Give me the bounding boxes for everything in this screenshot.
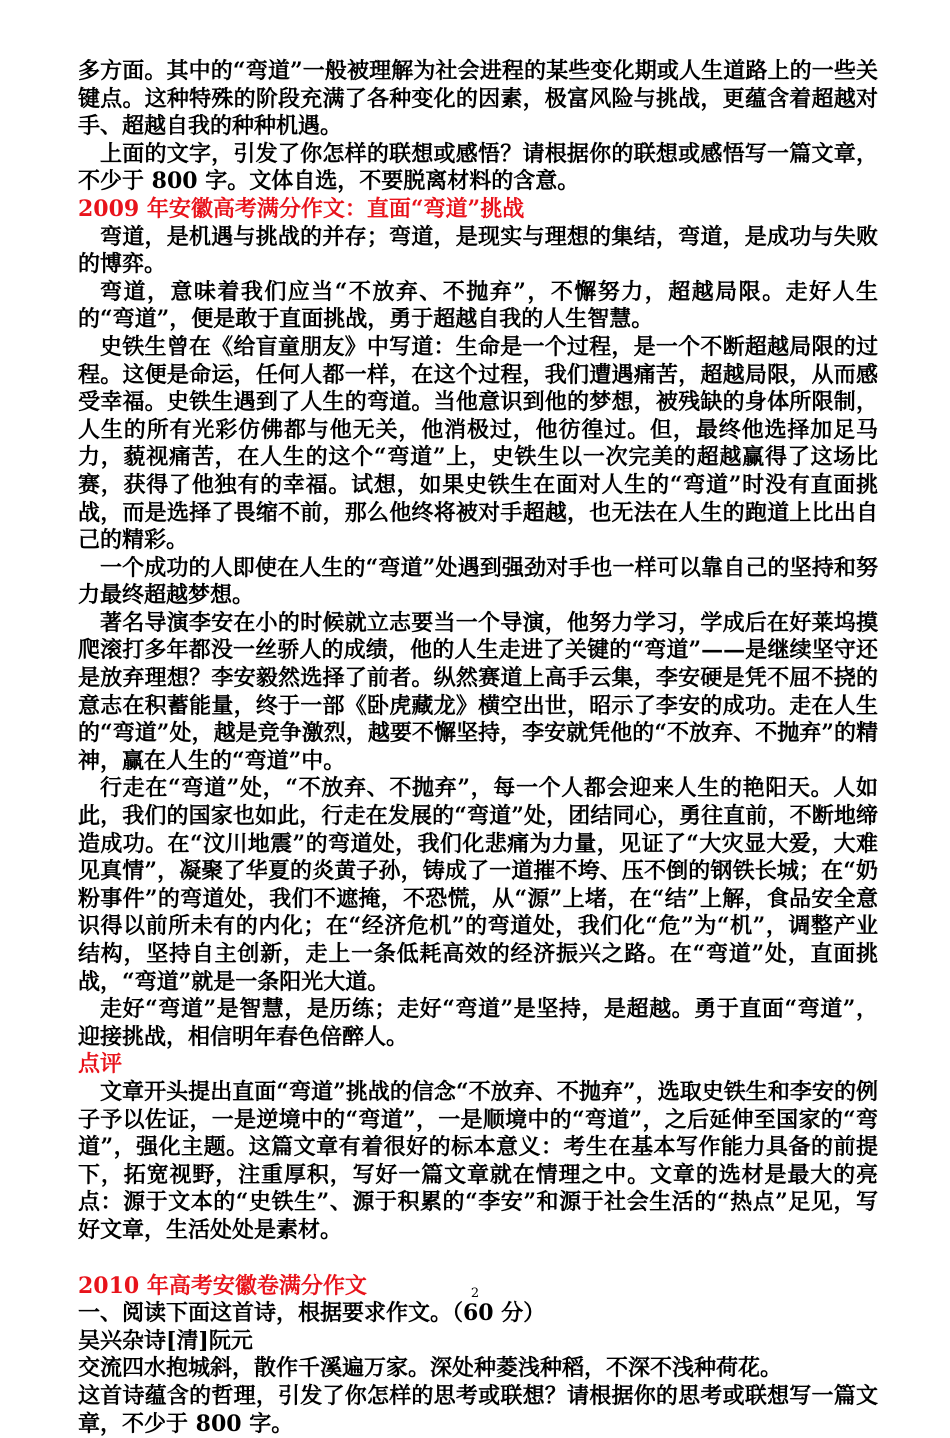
essay-2009-paragraph-4: 一个成功的人即使在人生的“弯道”处遇到强劲对手也一样可以靠自己的坚持和努力最终超越梦想。 [78,554,878,609]
essay-2009-paragraph-5: 著名导演李安在小的时候就立志要当一个导演，他努力学习，学成后在好莱坞摸爬滚打多年都没一丝骄人的成绩，他的人生走进了关键的“弯道”——是继续坚守还是放弃理想？李安毅然选择了前者。纵然赛道上高手云集，李安硬是凭不屈不挠的意志在积蓄能量，终于一部《卧虎藏龙》横空出世，昭示了李安的成功。走在人生的“弯道”处，越是竞争激烈，越要不懈坚持，李安就凭他的“不放弃、不抛弃”的精神，赢在人生的“弯道”中。 [78,609,878,774]
essay-2009-paragraph-1: 弯道，是机遇与挑战的并存；弯道，是现实与理想的集结，弯道，是成功与失败的博弈。 [78,223,878,278]
poem-text: 交流四水抱城斜，散作千溪遍万家。深处种菱浅种稻，不深不浅种荷花。 [78,1355,783,1382]
section-gap [78,1245,878,1273]
essay-2009-paragraph-2: 弯道，意味着我们应当“不放弃、不抛弃”，不懈努力，超越局限。走好人生的“弯道”，便是敢于直面挑战，勇于超越自我的人生智慧。 [78,278,878,333]
poem-title: 吴兴杂诗[清]阮元 [78,1327,253,1354]
review-title: 点评 [78,1051,123,1078]
essay-2010-instruction: 一、阅读下面这首诗，根据要求作文。（60 分） [78,1300,546,1327]
page-number: 2 [470,1286,480,1301]
intro-paragraph-2: 上面的文字，引发了你怎样的联想或感悟？请根据你的联想或感悟写一篇文章，不少于 800 字。文体自选，不要脱离材料的含意。 [78,140,878,195]
intro-paragraph-1: 多方面。其中的“弯道”一般被理解为社会进程的某些变化期或人生道路上的一些关键点。这种特殊的阶段充满了各种变化的因素，极富风险与挑战，更蕴含着超越对手、超越自我的种种机遇。 [78,58,878,140]
essay-2009-paragraph-3: 史铁生曾在《给盲童朋友》中写道：生命是一个过程，是一个不断超越局限的过程。这便是命运，任何人都一样，在这个过程，我们遭遇痛苦，超越局限，从而感受幸福。史铁生遇到了人生的弯道。当他意识到他的梦想，被残缺的身体所限制，人生的所有光彩仿佛都与他无关，他消极过，他彷徨过。但，最终他选择加足马力，藐视痛苦，在人生的这个“弯道”上，史铁生以一次完美的超越赢得了这场比赛，获得了他独有的幸福。试想，如果史铁生在面对人生的“弯道”时没有直面挑战，而是选择了畏缩不前，那么他终将被对手超越，也无法在人生的跑道上比出自己的精彩。 [78,333,878,554]
review-text: 文章开头提出直面“弯道”挑战的信念“不放弃、不抛弃”，选取史铁生和李安的例子予以佐证，一是逆境中的“弯道”，一是顺境中的“弯道”，之后延伸至国家的“弯道”，强化主题。这篇文章有着很好的标本意义：考生在基本写作能力具备的前提下，拓宽视野，注重厚积，写好一篇文章就在情理之中。文章的选材是最大的亮点：源于文本的“史铁生”、源于积累的“李安”和源于社会生活的“热点”足见，写好文章，生活处处是素材。 [78,1078,878,1243]
essay-2009-paragraph-7: 走好“弯道”是智慧，是历练；走好“弯道”是坚持，是超越。勇于直面“弯道”，迎接挑战，相信明年春色倍醉人。 [78,996,878,1050]
essay-2009-title: 2009 年安徽高考满分作文：直面“弯道”挑战 [78,195,525,222]
essay-2010-title: 2010 年高考安徽卷满分作文 [78,1272,367,1299]
essay-2010-prompt: 这首诗蕴含的哲理，引发了你怎样的思考或联想？请根据你的思考或联想写一篇文章，不少于 800 字。 [78,1382,878,1437]
essay-2009-paragraph-6: 行走在“弯道”处，“不放弃、不抛弃”，每一个人都会迎来人生的艳阳天。人如此，我们的国家也如此，行走在发展的“弯道”处，团结同心，勇往直前，不断地缔造成功。在“汶川地震”的弯道处，我们化悲痛为力量，见证了“大灾显大爱，大难见真情”，凝聚了华夏的炎黄子孙，铸成了一道摧不垮、压不倒的钢铁长城；在“奶粉事件”的弯道处，我们不遮掩，不恐慌，从“源”上堵，在“结”上解，食品安全意识得以前所未有的内化；在“经济危机”的弯道处，我们化“危”为“机”，调整产业结构，坚持自主创新，走上一条低耗高效的经济振兴之路。在“弯道”处，直面挑战，“弯道”就是一条阳光大道。 [78,775,878,995]
document-page [78,58,878,1438]
